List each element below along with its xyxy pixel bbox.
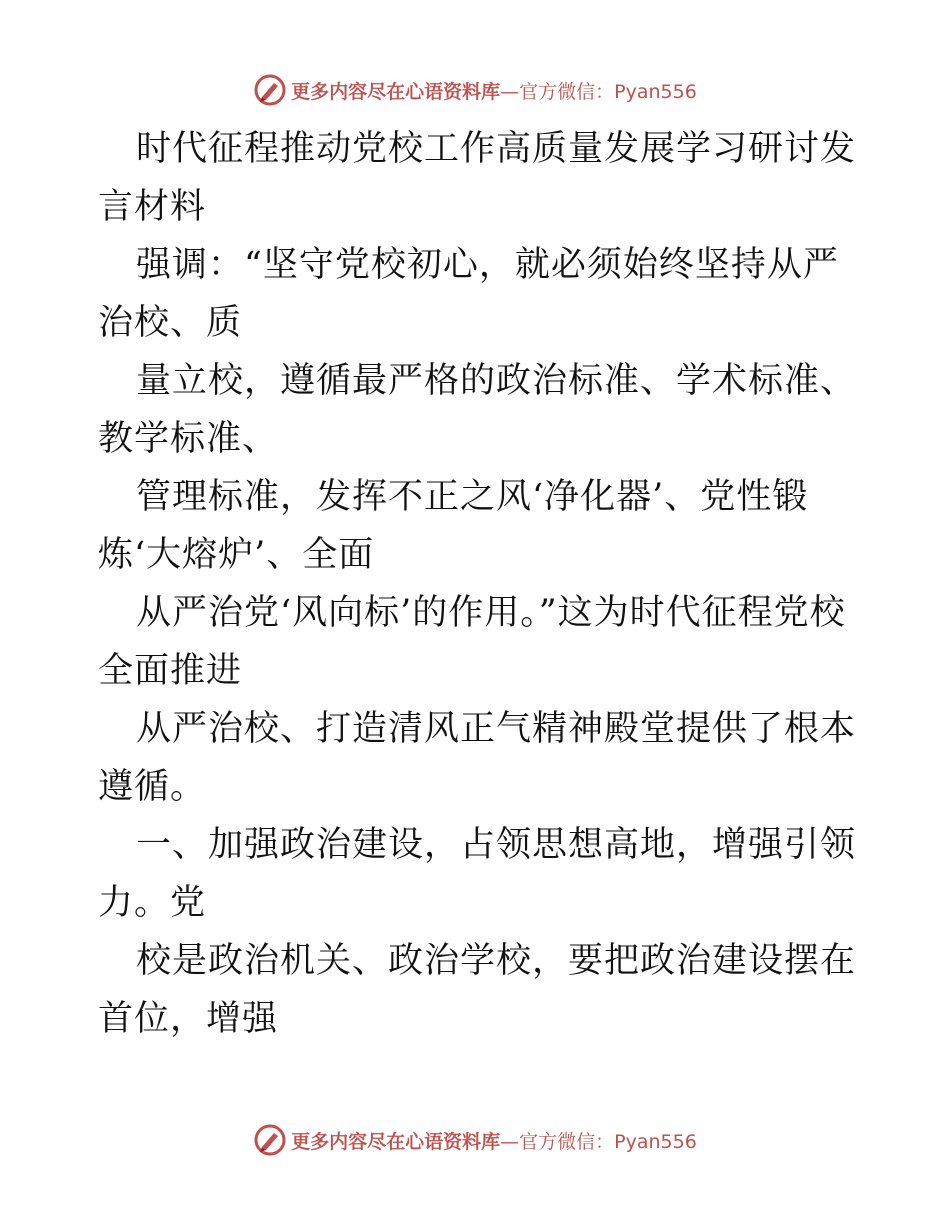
pen-logo-icon <box>253 73 287 107</box>
footer-watermark <box>0 1120 950 1160</box>
paragraph: 时代征程推动党校工作高质量发展学习研讨发言材料 <box>98 129 857 227</box>
pen-logo-icon <box>253 1123 287 1157</box>
paragraph: 从严治校、打造清风正气精神殿堂提供了根本遵循。 <box>98 709 857 807</box>
watermark-sub-text: —官方微信：Pyan556 <box>500 80 697 103</box>
paragraph: 量立校，遵循最严格的政治标准、学术标准、教学标准、 <box>98 361 857 459</box>
watermark-main-text: 更多内容尽在心语资料库 <box>291 1130 501 1153</box>
paragraph: 强调：“坚守党校初心，就必须始终坚持从严治校、质 <box>98 245 839 343</box>
watermark-sub-text: —官方微信：Pyan556 <box>500 1130 697 1153</box>
document-body <box>98 120 858 1048</box>
paragraph: 管理标准，发挥不正之风‘净化器’、党性锻炼‘大熔炉’、全面 <box>98 477 809 575</box>
paragraph: 一、加强政治建设，占领思想高地，增强引领力。党 <box>98 825 857 923</box>
paragraph: 校是政治机关、政治学校，要把政治建设摆在首位，增强 <box>98 941 857 1039</box>
header-watermark <box>0 70 950 110</box>
paragraph: 从严治党‘风向标’的作用。”这为时代征程党校全面推进 <box>98 593 846 691</box>
watermark-main-text: 更多内容尽在心语资料库 <box>291 80 501 103</box>
